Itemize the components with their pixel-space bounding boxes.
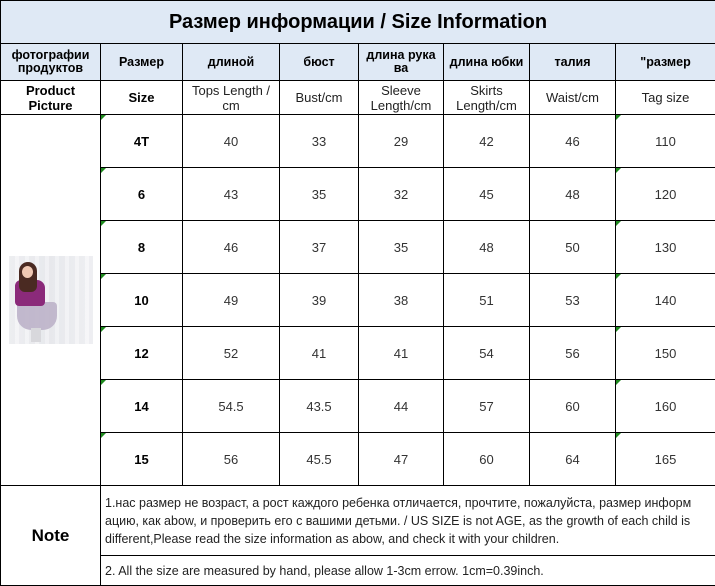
waist-cell: 48 [530,168,616,221]
header-product-picture-ru: фотографии продуктов [1,44,101,81]
waist-cell: 56 [530,327,616,380]
size-cell: 14 [101,380,183,433]
header-sleeve-length: Sleeve Length/cm [359,81,444,115]
skirt-cell: 57 [444,380,530,433]
table-row [1,327,715,380]
header-size: Size [101,81,183,115]
skirt-cell: 60 [444,433,530,486]
size-cell: 8 [101,221,183,274]
bust-cell: 39 [280,274,359,327]
tops-length-cell: 54.5 [183,380,280,433]
table-row [1,274,715,327]
header-product-picture: Product Picture [1,81,101,115]
waist-cell: 53 [530,274,616,327]
tops-length-cell: 40 [183,115,280,168]
waist-cell: 46 [530,115,616,168]
waist-cell: 64 [530,433,616,486]
sleeve-cell: 44 [359,380,444,433]
header-skirts-length: Skirts Length/cm [444,81,530,115]
table-row [1,115,715,168]
header-length-ru: длиной [183,44,280,81]
header-bust: Bust/cm [280,81,359,115]
waist-cell: 50 [530,221,616,274]
header-skirt-ru: длина юбки [444,44,530,81]
table-title: Размер информации / Size Information [1,1,715,44]
header-row-russian [1,44,715,81]
header-sleeve-ru: длина рука ва [359,44,444,81]
bust-cell: 45.5 [280,433,359,486]
header-row-english [1,81,715,115]
table-row [1,221,715,274]
table-row [1,168,715,221]
sleeve-cell: 32 [359,168,444,221]
tag-size-cell: 160 [616,380,715,433]
header-tag-size: Tag size [616,81,715,115]
header-size-ru: Размер [101,44,183,81]
tag-size-cell: 110 [616,115,715,168]
skirt-cell: 51 [444,274,530,327]
product-picture-cell [1,115,101,486]
sleeve-cell: 41 [359,327,444,380]
bust-cell: 41 [280,327,359,380]
skirt-cell: 54 [444,327,530,380]
header-bust-ru: бюст [280,44,359,81]
tops-length-cell: 46 [183,221,280,274]
size-cell: 12 [101,327,183,380]
size-cell: 10 [101,274,183,327]
size-cell: 4T [101,115,183,168]
note-line-2: 2. All the size are measured by hand, please allow 1-3cm errow. 1cm=0.39inch. [101,556,715,586]
tag-size-cell: 165 [616,433,715,486]
bust-cell: 37 [280,221,359,274]
note-row [1,556,715,586]
tops-length-cell: 52 [183,327,280,380]
skirt-cell: 48 [444,221,530,274]
skirt-cell: 42 [444,115,530,168]
tag-size-cell: 150 [616,327,715,380]
tops-length-cell: 56 [183,433,280,486]
bust-cell: 33 [280,115,359,168]
tag-size-cell: 140 [616,274,715,327]
table-row [1,433,715,486]
tops-length-cell: 43 [183,168,280,221]
sleeve-cell: 47 [359,433,444,486]
note-label: Note [1,486,101,586]
header-tops-length: Tops Length / cm [183,81,280,115]
skirt-cell: 45 [444,168,530,221]
note-line-1: 1.нас размер не возраст, а рост каждого ребенка отличается, прочтите, пожалуйста, размер информ ацию, как abow, и проверить его с вашими детьми. / US SIZE is not AGE, as the growth of each child is different,Please read the size information as abow, and check it with your children. [101,486,715,556]
size-cell: 6 [101,168,183,221]
bust-cell: 35 [280,168,359,221]
tag-size-cell: 130 [616,221,715,274]
tops-length-cell: 49 [183,274,280,327]
sleeve-cell: 38 [359,274,444,327]
product-photo [9,256,93,344]
header-tag-size-ru: "размер [616,44,715,81]
sleeve-cell: 35 [359,221,444,274]
tag-size-cell: 120 [616,168,715,221]
waist-cell: 60 [530,380,616,433]
size-cell: 15 [101,433,183,486]
note-row [1,486,715,556]
table-row [1,380,715,433]
header-waist-ru: талия [530,44,616,81]
bust-cell: 43.5 [280,380,359,433]
header-waist: Waist/cm [530,81,616,115]
sleeve-cell: 29 [359,115,444,168]
